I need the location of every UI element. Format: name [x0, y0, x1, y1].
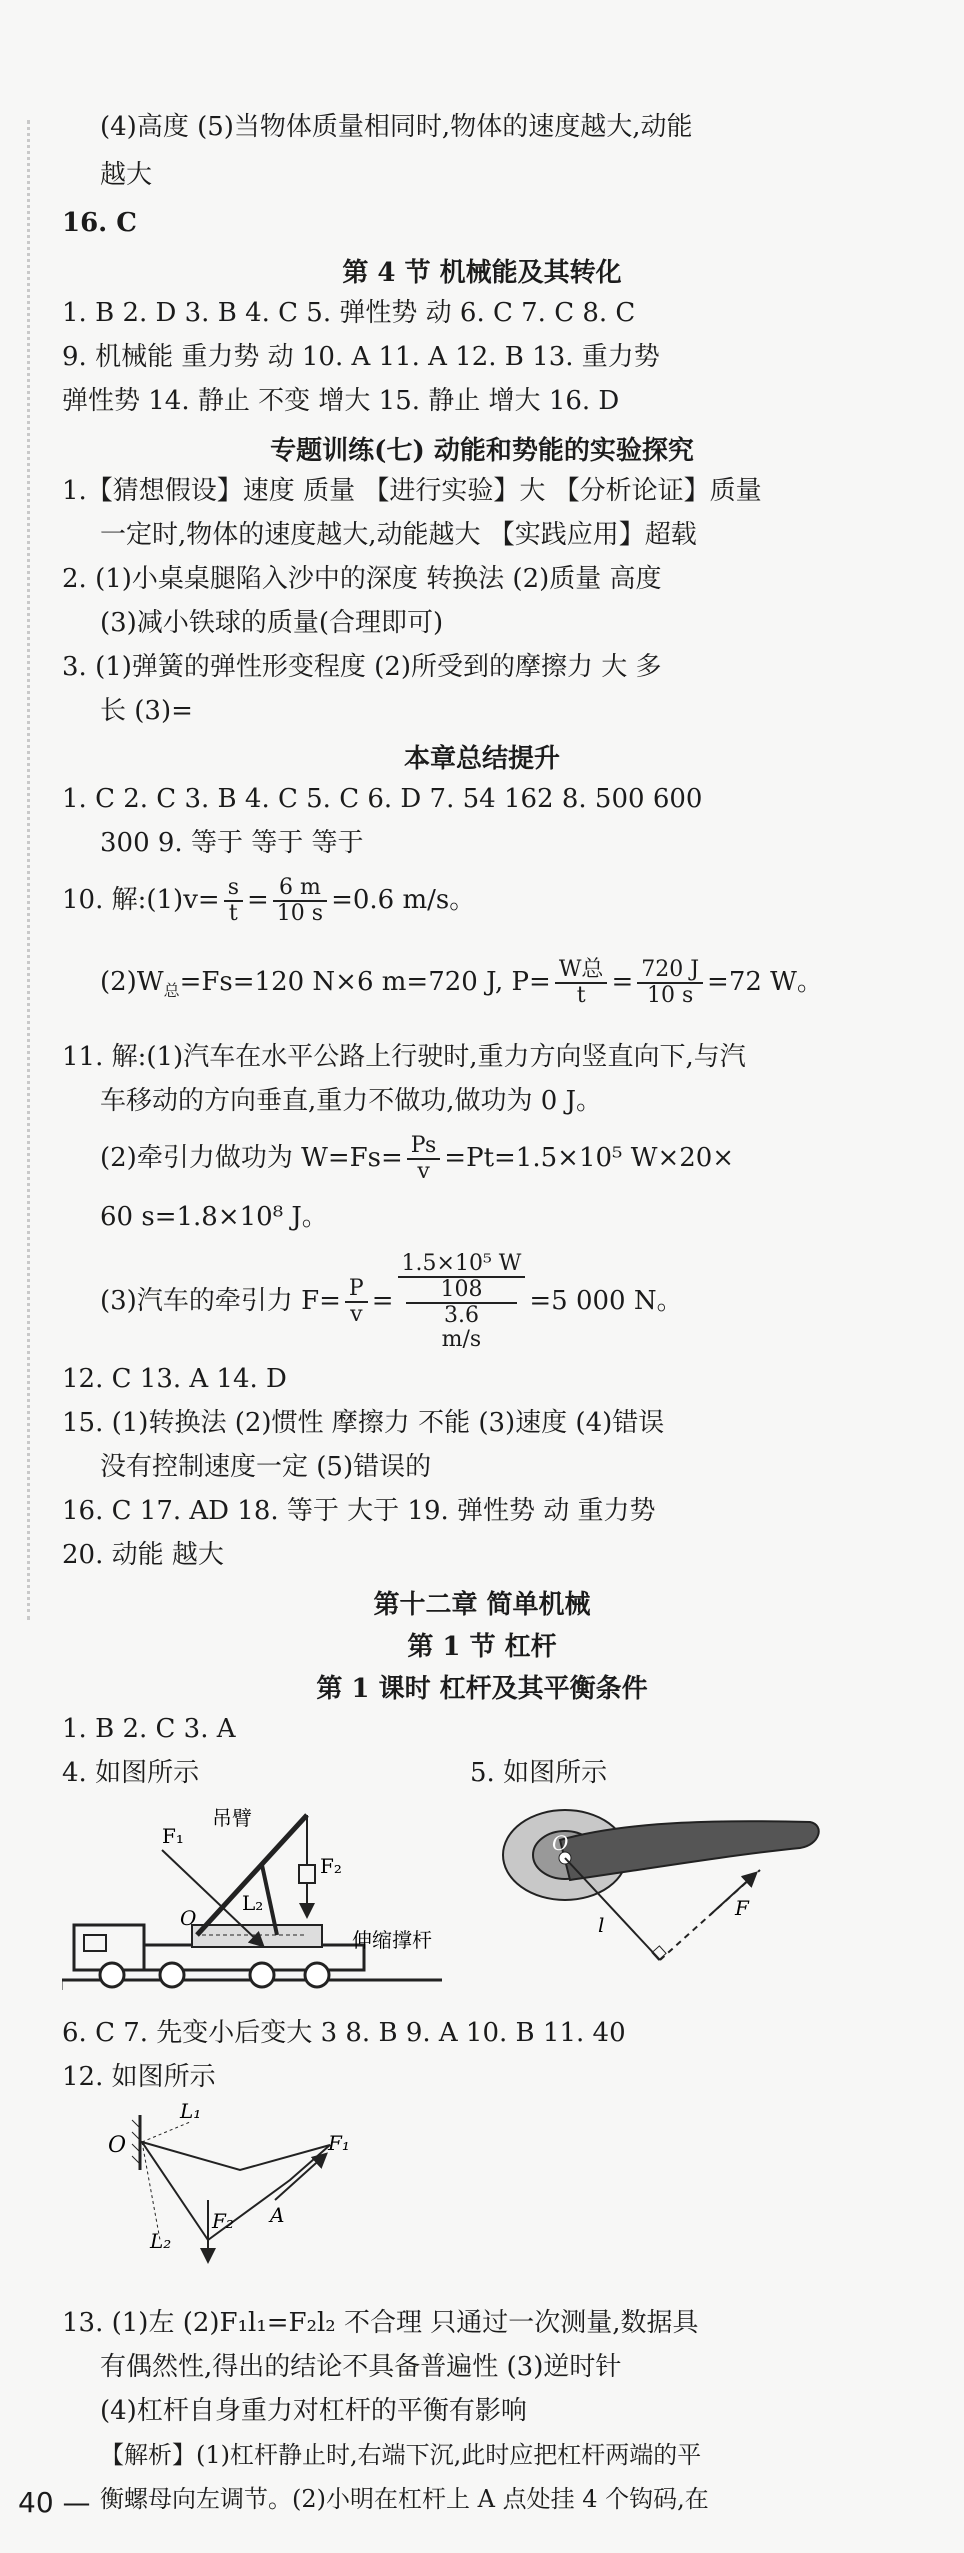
text-line: 有偶然性,得出的结论不具备普遍性 (3)逆时针 [100, 2352, 622, 2382]
section-heading: 第 1 节 杠杆 [407, 1632, 557, 1662]
text-line: 5. 如图所示 [470, 1758, 608, 1788]
fraction: 1.5×10⁵ W 108 3.6 m/s [398, 1252, 526, 1352]
text-line: 11. 解:(1)汽车在水平公路上行驶时,重力方向竖直向下,与汽 [62, 1042, 746, 1072]
text-line: 12. C 13. A 14. D [62, 1364, 287, 1394]
label-a: A [270, 2203, 285, 2227]
label-l1: L₁ [180, 2100, 202, 2123]
text-line: 60 s=1.8×10⁸ J。 [100, 1202, 328, 1232]
text-line: 一定时,物体的速度越大,动能越大 【实践应用】超载 [100, 520, 697, 550]
label-o: O [180, 1906, 197, 1930]
text-line: 越大 [100, 160, 153, 190]
label-f2: F₂ [320, 1854, 342, 1878]
text-line: 2. (1)小桌桌腿陷入沙中的深度 转换法 (2)质量 高度 [62, 564, 662, 594]
text-line: 长 (3)= [100, 696, 193, 726]
label-f2: F₂ [212, 2209, 234, 2233]
label-o: O [552, 1831, 569, 1855]
page-number: 40 — [18, 2486, 91, 2519]
fraction: $\frac{s}{t}$ [224, 876, 243, 926]
fraction: $\frac{\text{W总}}{t}$ [555, 958, 608, 1008]
text-line: 13. (1)左 (2)F₁l₁=F₂l₂ 不合理 只通过一次测量,数据具 [62, 2308, 699, 2338]
formula-line: 10. 解:(1)v= $\frac{s}{t}$ = $\frac{6 m}{10 s}$ =0.6 m/s。 [62, 875, 476, 926]
text-line: 20. 动能 越大 [62, 1540, 224, 1570]
section-heading: 本章总结提升 [403, 744, 560, 774]
analysis-line: 衡螺母向左调节。(2)小明在杠杆上 A 点处挂 4 个钩码,在 [100, 2485, 709, 2513]
text-line: 3. (1)弹簧的弹性形变程度 (2)所受到的摩擦力 大 多 [62, 652, 662, 682]
formula-line: $(2)W_总=Fs=120$ N×6 m=720 J, P= $\frac{\text{W总}}{t}$ = $\frac{720 J}{10 s}$ =72 W。 [100, 957, 823, 1008]
text-line: (4)高度 (5)当物体质量相同时,物体的速度越大,动能 [100, 112, 693, 142]
text-line: 1.【猜想假设】速度 质量 【进行实验】大 【分析论证】质量 [62, 476, 762, 506]
text-line: 15. (1)转换法 (2)惯性 摩擦力 不能 (3)速度 (4)错误 [62, 1408, 665, 1438]
text-line: 4. 如图所示 [62, 1758, 200, 1788]
section-heading: 第 4 节 机械能及其转化 [342, 258, 622, 288]
text-line: (3)减小铁球的质量(合理即可) [100, 608, 444, 638]
formula-line: (3)汽车的牵引力 F= $\frac{P}{v}$ = 1.5×10⁵ W 108 3.6 m/s =5 000 N。 [100, 1251, 683, 1352]
lever-diagram [100, 2100, 360, 2290]
crane-lever-diagram [62, 1795, 442, 2005]
fraction: $\frac{720 J}{10 s}$ [637, 958, 703, 1008]
analysis-line: 【解析】(1)杠杆静止时,右端下沉,此时应把杠杆两端的平 [100, 2441, 702, 2469]
fraction: $\frac{P}{v}$ [345, 1277, 368, 1327]
text-line: 弹性势 14. 静止 不变 增大 15. 静止 增大 16. D [62, 386, 620, 416]
label-o: O [108, 2133, 127, 2158]
label-l2: L₂ [242, 1891, 264, 1915]
text-line: 1. C 2. C 3. B 4. C 5. C 6. D 7. 54 162 8. 500 600 [62, 784, 703, 814]
text-line: 1. B 2. D 3. B 4. C 5. 弹性势 动 6. C 7. C 8. C [62, 298, 636, 328]
fraction: $\frac{Ps}{v}$ [407, 1134, 441, 1184]
text-line: 车移动的方向垂直,重力不做功,做功为 0 J。 [100, 1086, 603, 1116]
text-line: 没有控制速度一定 (5)错误的 [100, 1452, 432, 1482]
margin-dotted-line [27, 120, 30, 1620]
label-f1: F₁ [328, 2131, 350, 2155]
label-arm: 吊臂 [212, 1806, 252, 1830]
text-line: 1. B 2. C 3. A [62, 1714, 236, 1744]
label-f1: F₁ [162, 1824, 184, 1848]
label-rod: 伸缩撑杆 [352, 1928, 432, 1952]
chapter-heading: 第十二章 简单机械 [373, 1590, 591, 1620]
text-line: (4)杠杆自身重力对杠杆的平衡有影响 [100, 2396, 527, 2426]
text-line: 12. 如图所示 [62, 2062, 216, 2092]
text-line: 9. 机械能 重力势 动 10. A 11. A 12. B 13. 重力势 [62, 342, 660, 372]
door-handle-diagram [490, 1800, 830, 2000]
lesson-heading: 第 1 课时 杠杆及其平衡条件 [316, 1674, 648, 1704]
label-f: F [735, 1896, 749, 1920]
fraction: $\frac{6 m}{10 s}$ [273, 876, 327, 926]
text-line: 300 9. 等于 等于 等于 [100, 828, 364, 858]
text-line: 16. C 17. AD 18. 等于 大于 19. 弹性势 动 重力势 [62, 1496, 656, 1526]
text-line: 16. C [62, 208, 137, 238]
label-l: l [598, 1913, 605, 1937]
label-l2: L₂ [150, 2229, 172, 2253]
text-line: 6. C 7. 先变小后变大 3 8. B 9. A 10. B 11. 40 [62, 2018, 626, 2048]
section-heading: 专题训练(七) 动能和势能的实验探究 [270, 436, 694, 466]
formula-line: (2)牵引力做功为 W=Fs= $\frac{Ps}{v}$ =Pt=1.5×10⁵ W×20× [100, 1133, 735, 1184]
